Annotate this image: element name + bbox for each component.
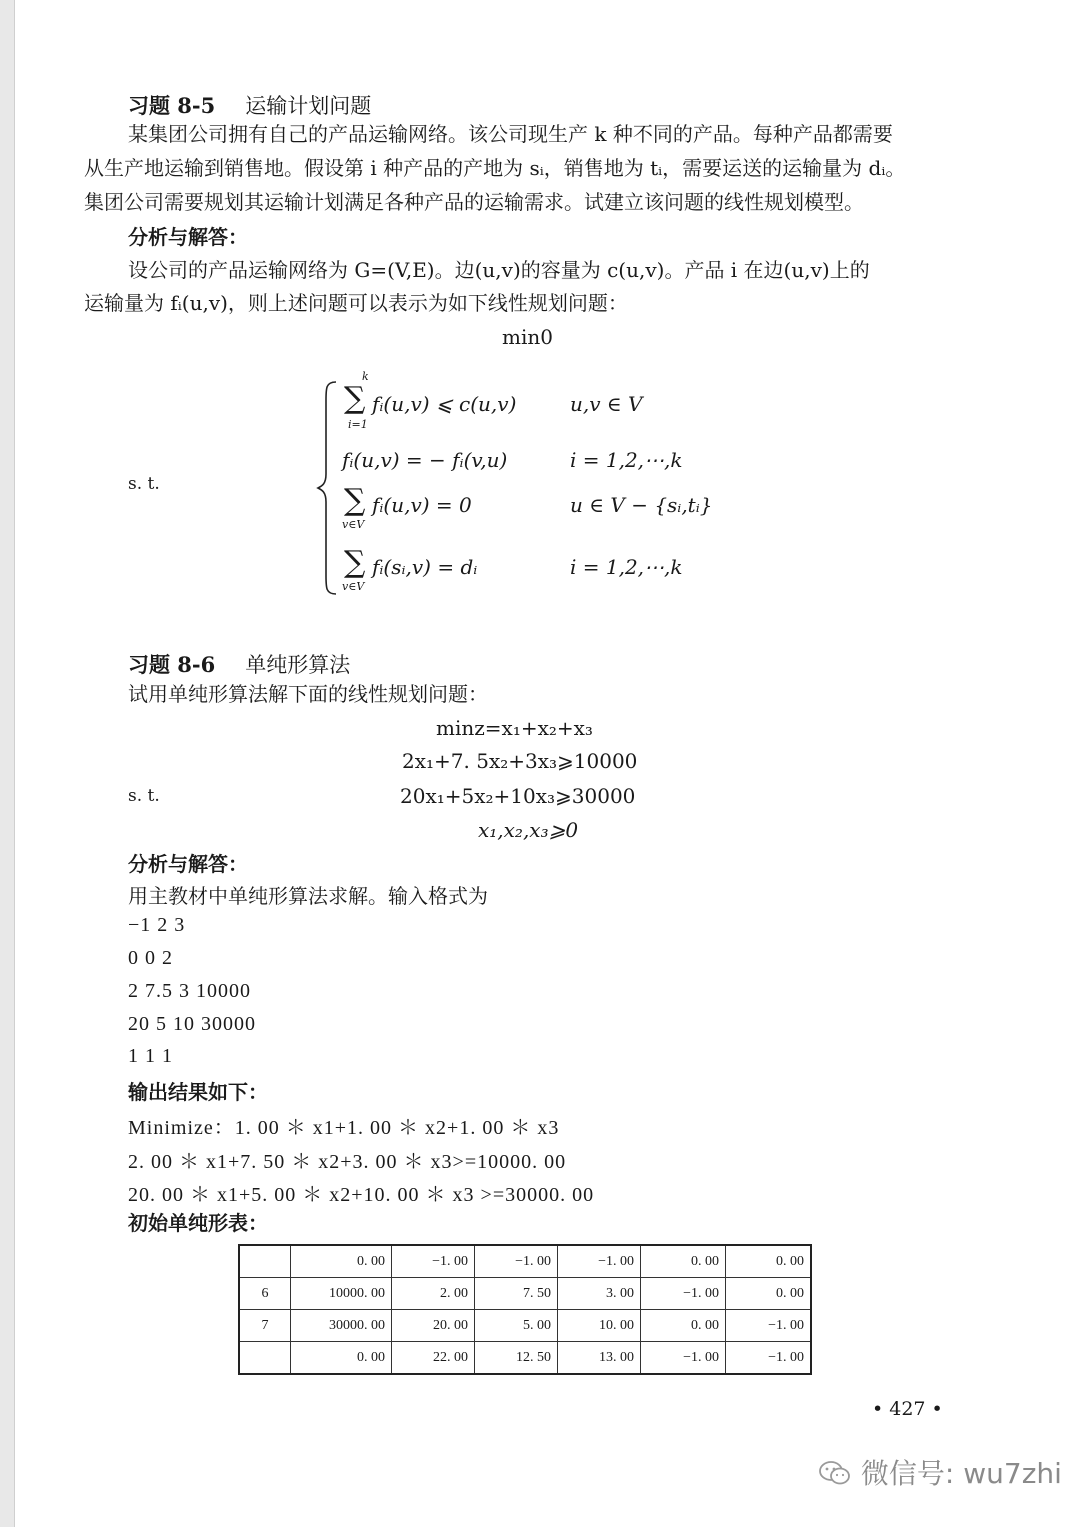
table-row [239,1278,811,1310]
watermark-text: 微信号: wu7zhi [860,1457,1062,1490]
input-line-2: 0 0 2 [128,947,173,969]
table-cell: 7 [239,1310,291,1342]
st-label: s. t. [128,474,160,494]
table-cell: 7. 50 [475,1278,558,1310]
table-cell: 22. 00 [392,1342,475,1375]
table-cell: −1. 00 [392,1245,475,1278]
exercise-title: 运输计划问题 [245,94,372,118]
table-cell: −1. 00 [558,1245,641,1278]
table-cell: 3. 00 [558,1278,641,1310]
sum-upper-limit: k [362,370,369,383]
objective-min0: min0 [502,325,553,349]
constraint-4-cond: i = 1,2,⋯,k [570,555,683,579]
setup-line-1: 设公司的产品运输网络为 G=(V,E)。边(u,v)的容量为 c(u,v)。产品 i 在边(u,v)上的 [128,258,870,282]
page-edge [0,0,15,1527]
problem-line-1: 某集团公司拥有自己的产品运输网络。该公司现生产 k 种不同的产品。每种产品都需要 [128,122,893,146]
lp-objective: minz=x₁+x₂+x₃ [436,716,593,740]
wechat-watermark [818,1452,1062,1492]
input-line-4: 20 5 10 30000 [128,1013,256,1035]
table-cell: 20. 00 [392,1310,475,1342]
table-cell: 10000. 00 [291,1278,392,1310]
output-intro: 输出结果如下： [128,1080,268,1104]
exercise-label: 习题 8-5 [128,93,216,118]
output-line-3: 20. 00 ＊ x1+5. 00 ＊ x2+10. 00 ＊ x3 >=30000. 00 [128,1184,595,1206]
analysis-heading: 分析与解答： [128,852,248,876]
table-cell: 13. 00 [558,1342,641,1375]
output-line-2: 2. 00 ＊ x1+7. 50 ＊ x2+3. 00 ＊ x3>=10000. 00 [128,1151,567,1173]
table-cell: 0. 00 [641,1310,726,1342]
table-cell: 6 [239,1278,291,1310]
table-cell: −1. 00 [726,1342,812,1375]
sum-lower-limit: i=1 [348,418,368,431]
table-cell: 10. 00 [558,1310,641,1342]
lp-constraint-2: 20x₁+5x₂+10x₃⩾30000 [400,784,636,808]
constraint-4-lhs: fᵢ(sᵢ,v) = dᵢ [372,555,478,579]
input-intro: 用主教材中单纯形算法求解。输入格式为 [128,884,488,908]
table-row [239,1342,811,1375]
constraint-1-cond: u,v ∈ V [570,392,643,416]
constraint-brace [316,380,340,596]
sum-symbol-3: ∑ v∈V [342,483,366,531]
table-cell: −1. 00 [726,1310,812,1342]
table-cell: 2. 00 [392,1278,475,1310]
sum-lower-limit: v∈V [342,518,365,531]
table-cell: −1. 00 [475,1245,558,1278]
exercise-label: 习题 8-6 [128,652,216,677]
input-line-5: 1 1 1 [128,1045,173,1067]
table-title: 初始单纯形表： [128,1211,268,1235]
input-line-1: −1 2 3 [128,914,186,936]
lp-intro: 试用单纯形算法解下面的线性规划问题： [128,682,488,706]
table-row [239,1245,811,1278]
constraint-1-lhs: fᵢ(u,v) ⩽ c(u,v) [372,392,517,416]
table-row [239,1310,811,1342]
table-cell: 0. 00 [726,1245,812,1278]
input-line-3: 2 7.5 3 10000 [128,980,251,1002]
table-cell: −1. 00 [641,1342,726,1375]
constraint-2-lhs: fᵢ(u,v) = − fᵢ(v,u) [342,448,508,472]
lp-constraint-1: 2x₁+7. 5x₂+3x₃⩾10000 [402,749,638,773]
sum-symbol-4: ∑ v∈V [342,545,366,593]
table-cell: 5. 00 [475,1310,558,1342]
page-number: • 427 • [872,1398,943,1420]
constraint-3-cond: u ∈ V − {sᵢ,tᵢ} [570,493,713,517]
table-cell [239,1245,291,1278]
exercise-8-5-heading [128,90,371,120]
exercise-title: 单纯形算法 [245,653,351,677]
simplex-table [238,1244,812,1375]
table-cell [239,1342,291,1375]
problem-line-3: 集团公司需要规划其运输计划满足各种产品的运输需求。试建立该问题的线性规划模型。 [84,190,864,214]
constraint-3-lhs: fᵢ(u,v) = 0 [372,493,472,517]
sum-lower-limit: v∈V [342,580,365,593]
table-cell: 12. 50 [475,1342,558,1375]
table-cell: 0. 00 [726,1278,812,1310]
exercise-8-6-heading [128,649,350,679]
output-line-1: Minimize：1. 00 ＊ x1+1. 00 ＊ x2+1. 00 ＊ x3 [128,1117,560,1139]
constraint-2-cond: i = 1,2,⋯,k [570,448,683,472]
table-cell: 0. 00 [291,1342,392,1375]
st-label: s. t. [128,786,160,806]
table-cell: 0. 00 [291,1245,392,1278]
setup-line-2: 运输量为 fᵢ(u,v)，则上述问题可以表示为如下线性规划问题： [84,291,628,315]
sum-symbol-1: k ∑ i=1 [344,370,369,431]
table-cell: 30000. 00 [291,1310,392,1342]
lp-constraint-3: x₁,x₂,x₃⩾0 [478,818,579,842]
table-cell: 0. 00 [641,1245,726,1278]
table-cell: −1. 00 [641,1278,726,1310]
problem-line-2: 从生产地运输到销售地。假设第 i 种产品的产地为 sᵢ，销售地为 tᵢ，需要运送的运输量为 dᵢ。 [84,156,906,180]
analysis-heading: 分析与解答： [128,225,248,249]
wechat-icon [818,1459,852,1487]
